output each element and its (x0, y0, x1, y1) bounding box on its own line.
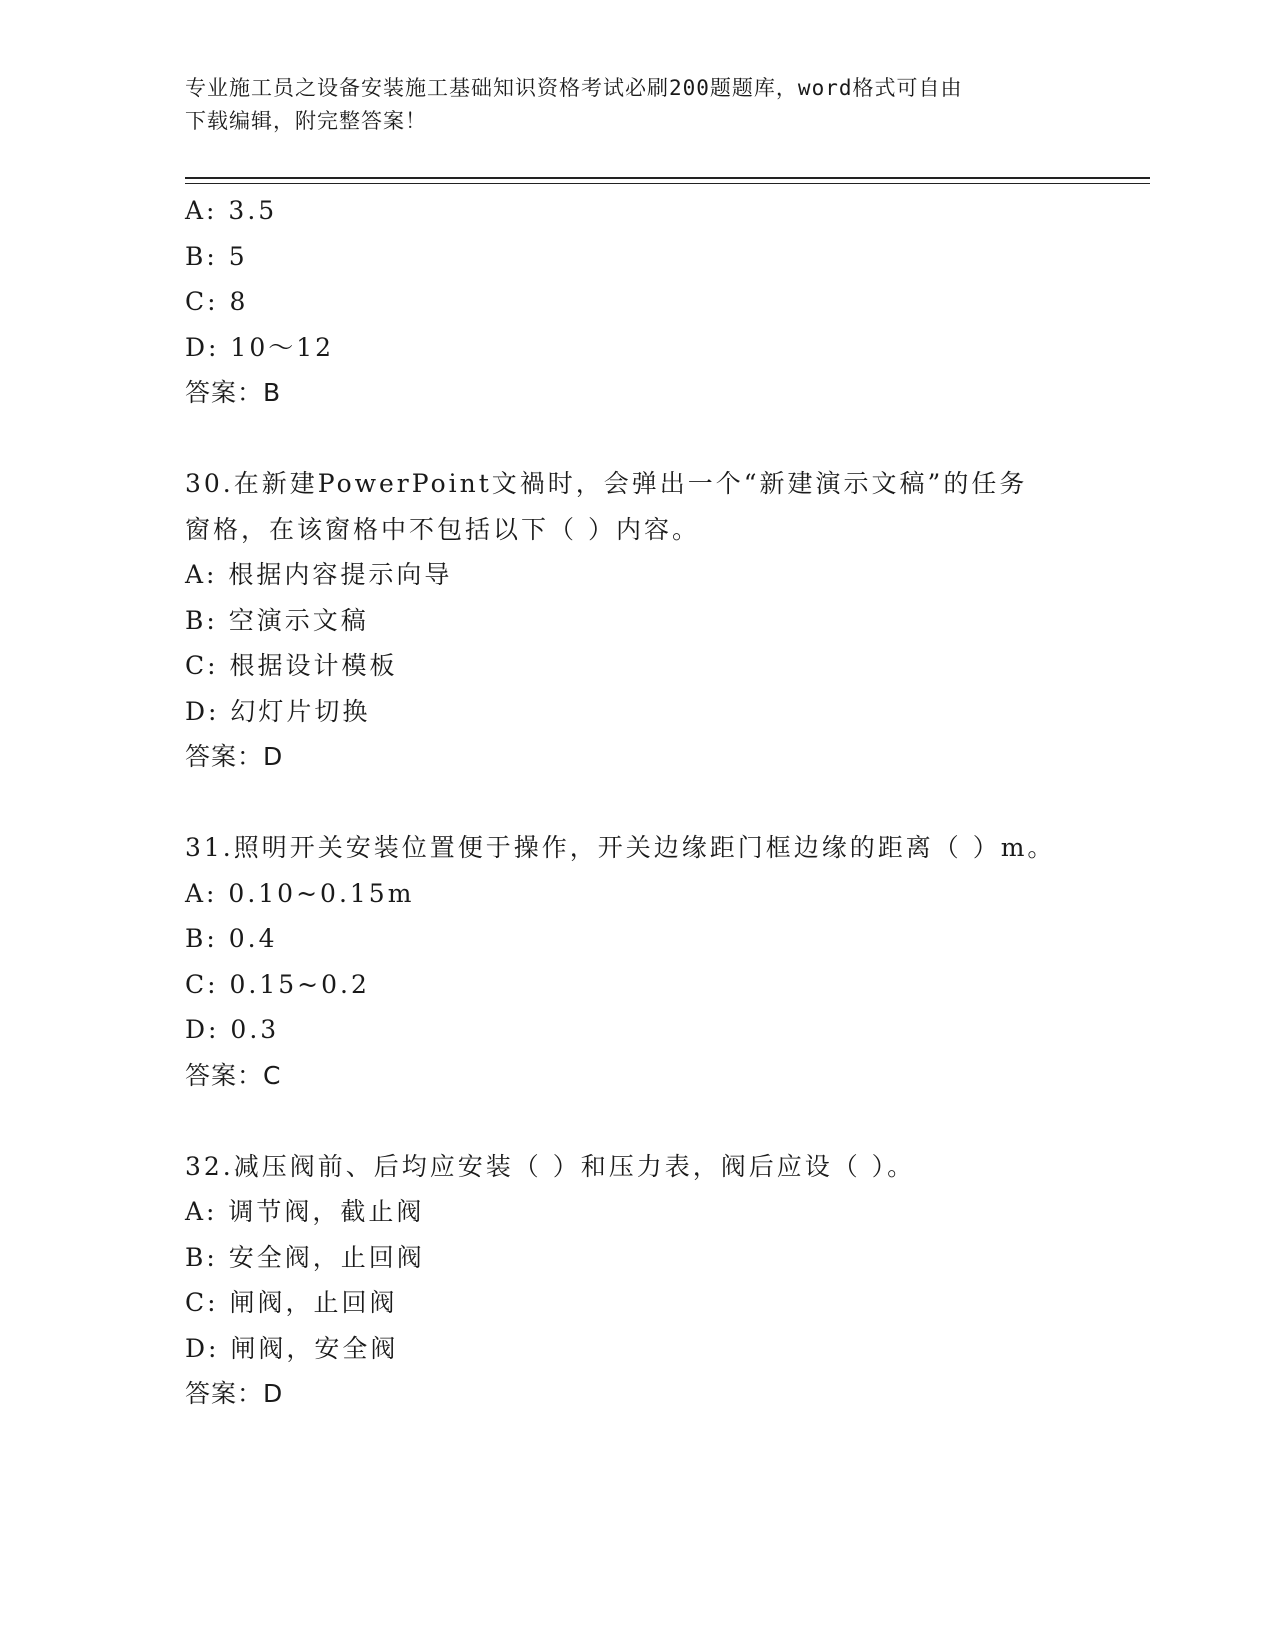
option-b: B: 空演示文稿 (185, 605, 369, 635)
question-stem: 31.照明开关安装位置便于操作，开关边缘距门框边缘的距离（ ）m。 (185, 833, 1056, 862)
option-c: C: 闸阀，止回阀 (185, 1288, 398, 1317)
option-d: D: 幻灯片切换 (185, 696, 371, 726)
option-b: B: 5 (185, 241, 248, 271)
question-block-31 (185, 825, 1150, 1098)
option-a: A: 0.10~0.15m (185, 878, 415, 908)
document-header (185, 72, 1055, 138)
question-stem-cont: 窗格，在该窗格中不包括以下（ ）内容。 (185, 514, 700, 544)
question-stem: 32.减压阀前、后均应安装（ ）和压力表，阀后应设（ ）。 (185, 1151, 916, 1181)
question-block-30 (185, 461, 1150, 780)
answer-line: 答案：C (185, 1060, 282, 1090)
option-a: A: 根据内容提示向导 (185, 560, 453, 589)
option-d: D: 闸阀，安全阀 (185, 1333, 399, 1363)
option-d: D: 10～12 (185, 332, 335, 362)
header-line-1: 专业施工员之设备安装施工基础知识资格考试必刷200题题库，word格式可自由 (185, 76, 963, 100)
option-c: C: 0.15~0.2 (185, 969, 370, 999)
question-block-29 (185, 188, 1150, 416)
question-list (185, 188, 1150, 1417)
option-a: A: 调节阀，截止阀 (185, 1197, 425, 1226)
answer-line: 答案：B (185, 378, 282, 407)
answer-line: 答案：D (185, 742, 284, 771)
option-b: B: 0.4 (185, 924, 278, 953)
answer-line: 答案：D (185, 1379, 284, 1408)
question-stem: 30.在新建PowerPoint文禍时，会弹出一个“新建演示文稿”的任务 (185, 469, 1028, 498)
header-divider (185, 177, 1150, 184)
option-a: A: 3.5 (185, 196, 278, 225)
option-d: D: 0.3 (185, 1015, 280, 1044)
option-c: C: 8 (185, 287, 249, 316)
option-b: B: 安全阀，止回阀 (185, 1242, 425, 1272)
question-block-32 (185, 1144, 1150, 1417)
header-line-2: 下载编辑，附完整答案！ (185, 109, 427, 133)
option-c: C: 根据设计模板 (185, 651, 398, 680)
